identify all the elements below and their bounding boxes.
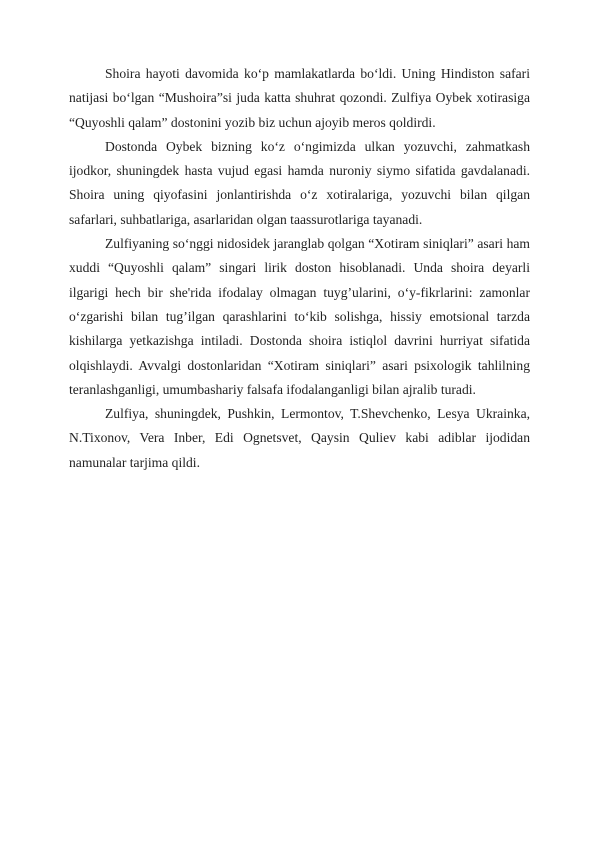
paragraph-4: Zulfiya, shuningdek, Pushkin, Lermontov, T.Shevchenko, Lesya Ukrainka, N.Tixonov, Vera Inber, Edi Ognetsvet, Qaysin Quliev kabi adiblar ijodidan namunalar tarjima qildi. [69,406,530,470]
paragraph-1: Shoira hayoti davomida ko‘p mamlakatlarda bo‘ldi. Uning Hindiston safari natijasi bo‘lgan “Mushoira”si juda katta shuhrat qozondi. Zulfiya Oybek xotirasiga “Quyoshli qalam” dostonini yozib biz uchun ajoyib meros qoldirdi. [69,66,530,130]
document-body [69,62,530,475]
paragraph-3: Zulfiyaning so‘nggi nidosidek jaranglab qolgan “Xotiram siniqlari” asari ham xuddi “Quyoshli qalam” singari lirik doston hisoblanadi. Unda shoira deyarli ilgarigi hech bir she'rida ifodalay olmagan tuyg’ularini, o‘y-fikrlarini: zamonlar o‘zgarishi bilan tug’ilgan qarashlarini to‘kib solishga, hissiy emotsional tarzda kishilarga yetkazishga intiladi. Dostonda shoira istiqlol davrini hurriyat sifatida olqishlaydi. Avvalgi dostonlaridan “Xotiram siniqlari” asari psixologik tahlilning teranlashganligi, umumbashariy falsafa ifodalanganligi bilan ajralib turadi. [69,236,530,397]
paragraph-2: Dostonda Oybek bizning ko‘z o‘ngimizda ulkan yozuvchi, zahmatkash ijodkor, shuningdek hasta vujud egasi hamda nuroniy siymo sifatida gavdalanadi. Shoira uning qiyofasini jonlantirishda o‘z xotiralariga, yozuvchi bilan qilgan safarlari, suhbatlariga, asarlaridan olgan taassurotlariga tayanadi. [69,138,530,227]
